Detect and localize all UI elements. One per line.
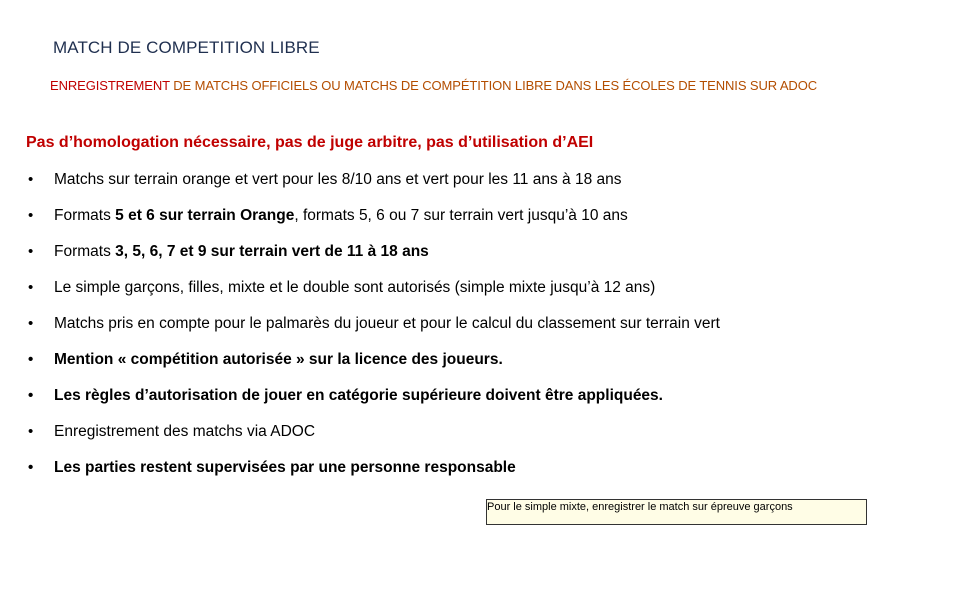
bullet-icon: •: [28, 387, 34, 404]
list-item: [28, 314, 720, 350]
list-item: [28, 350, 720, 386]
bullet-icon: •: [28, 459, 34, 476]
bullet-icon: •: [28, 315, 34, 332]
note-box: Pour le simple mixte, enregistrer le match sur épreuve garçons: [486, 499, 867, 525]
page-subtitle: [50, 78, 817, 93]
list-item-bold-text: 3, 5, 6, 7 et 9 sur terrain vert de 11 à 18 ans: [115, 243, 429, 260]
subtitle-part-2: DE MATCHS OFFICIELS OU MATCHS DE COMPÉTITION LIBRE DANS LES ÉCOLES DE TENNIS SUR ADOC: [173, 78, 818, 93]
rules-list: [28, 170, 720, 494]
bullet-icon: •: [28, 423, 34, 440]
list-item-text: Les parties restent supervisées par une personne responsable: [54, 459, 516, 476]
bullet-icon: •: [28, 279, 34, 296]
list-item-text: Enregistrement des matchs via ADOC: [54, 423, 316, 440]
list-item: [28, 242, 720, 278]
list-item-text: Les règles d’autorisation de jouer en catégorie supérieure doivent être appliquées.: [54, 387, 663, 404]
list-item: [28, 170, 720, 206]
list-item-text: Le simple garçons, filles, mixte et le double sont autorisés (simple mixte jusqu’à 12 ans): [54, 279, 656, 296]
bullet-icon: •: [28, 243, 34, 260]
bullet-icon: •: [28, 171, 34, 188]
list-item-text: Formats: [54, 207, 116, 224]
list-item-text: , formats 5, 6 ou 7 sur terrain vert jusqu’à 10 ans: [294, 207, 628, 224]
list-item-text: Matchs pris en compte pour le palmarès du joueur et pour le calcul du classement sur terrain vert: [54, 315, 720, 332]
bullet-icon: •: [28, 207, 34, 224]
list-item: [28, 422, 720, 458]
list-item-text: Formats: [54, 243, 116, 260]
list-item: [28, 386, 720, 422]
list-item-text: Mention « compétition autorisée » sur la licence des joueurs.: [54, 351, 503, 368]
list-item: [28, 278, 720, 314]
list-item: [28, 206, 720, 242]
rules-heading: Pas d’homologation nécessaire, pas de juge arbitre, pas d’utilisation d’AEI: [26, 134, 594, 151]
page-title: MATCH DE COMPETITION LIBRE: [53, 38, 320, 57]
subtitle-part-1: ENREGISTREMENT: [50, 78, 174, 93]
list-item-text: Matchs sur terrain orange et vert pour les 8/10 ans et vert pour les 11 ans à 18 ans: [54, 171, 622, 188]
list-item: [28, 458, 720, 494]
bullet-icon: •: [28, 351, 34, 368]
list-item-bold-text: 5 et 6 sur terrain Orange: [115, 207, 295, 224]
